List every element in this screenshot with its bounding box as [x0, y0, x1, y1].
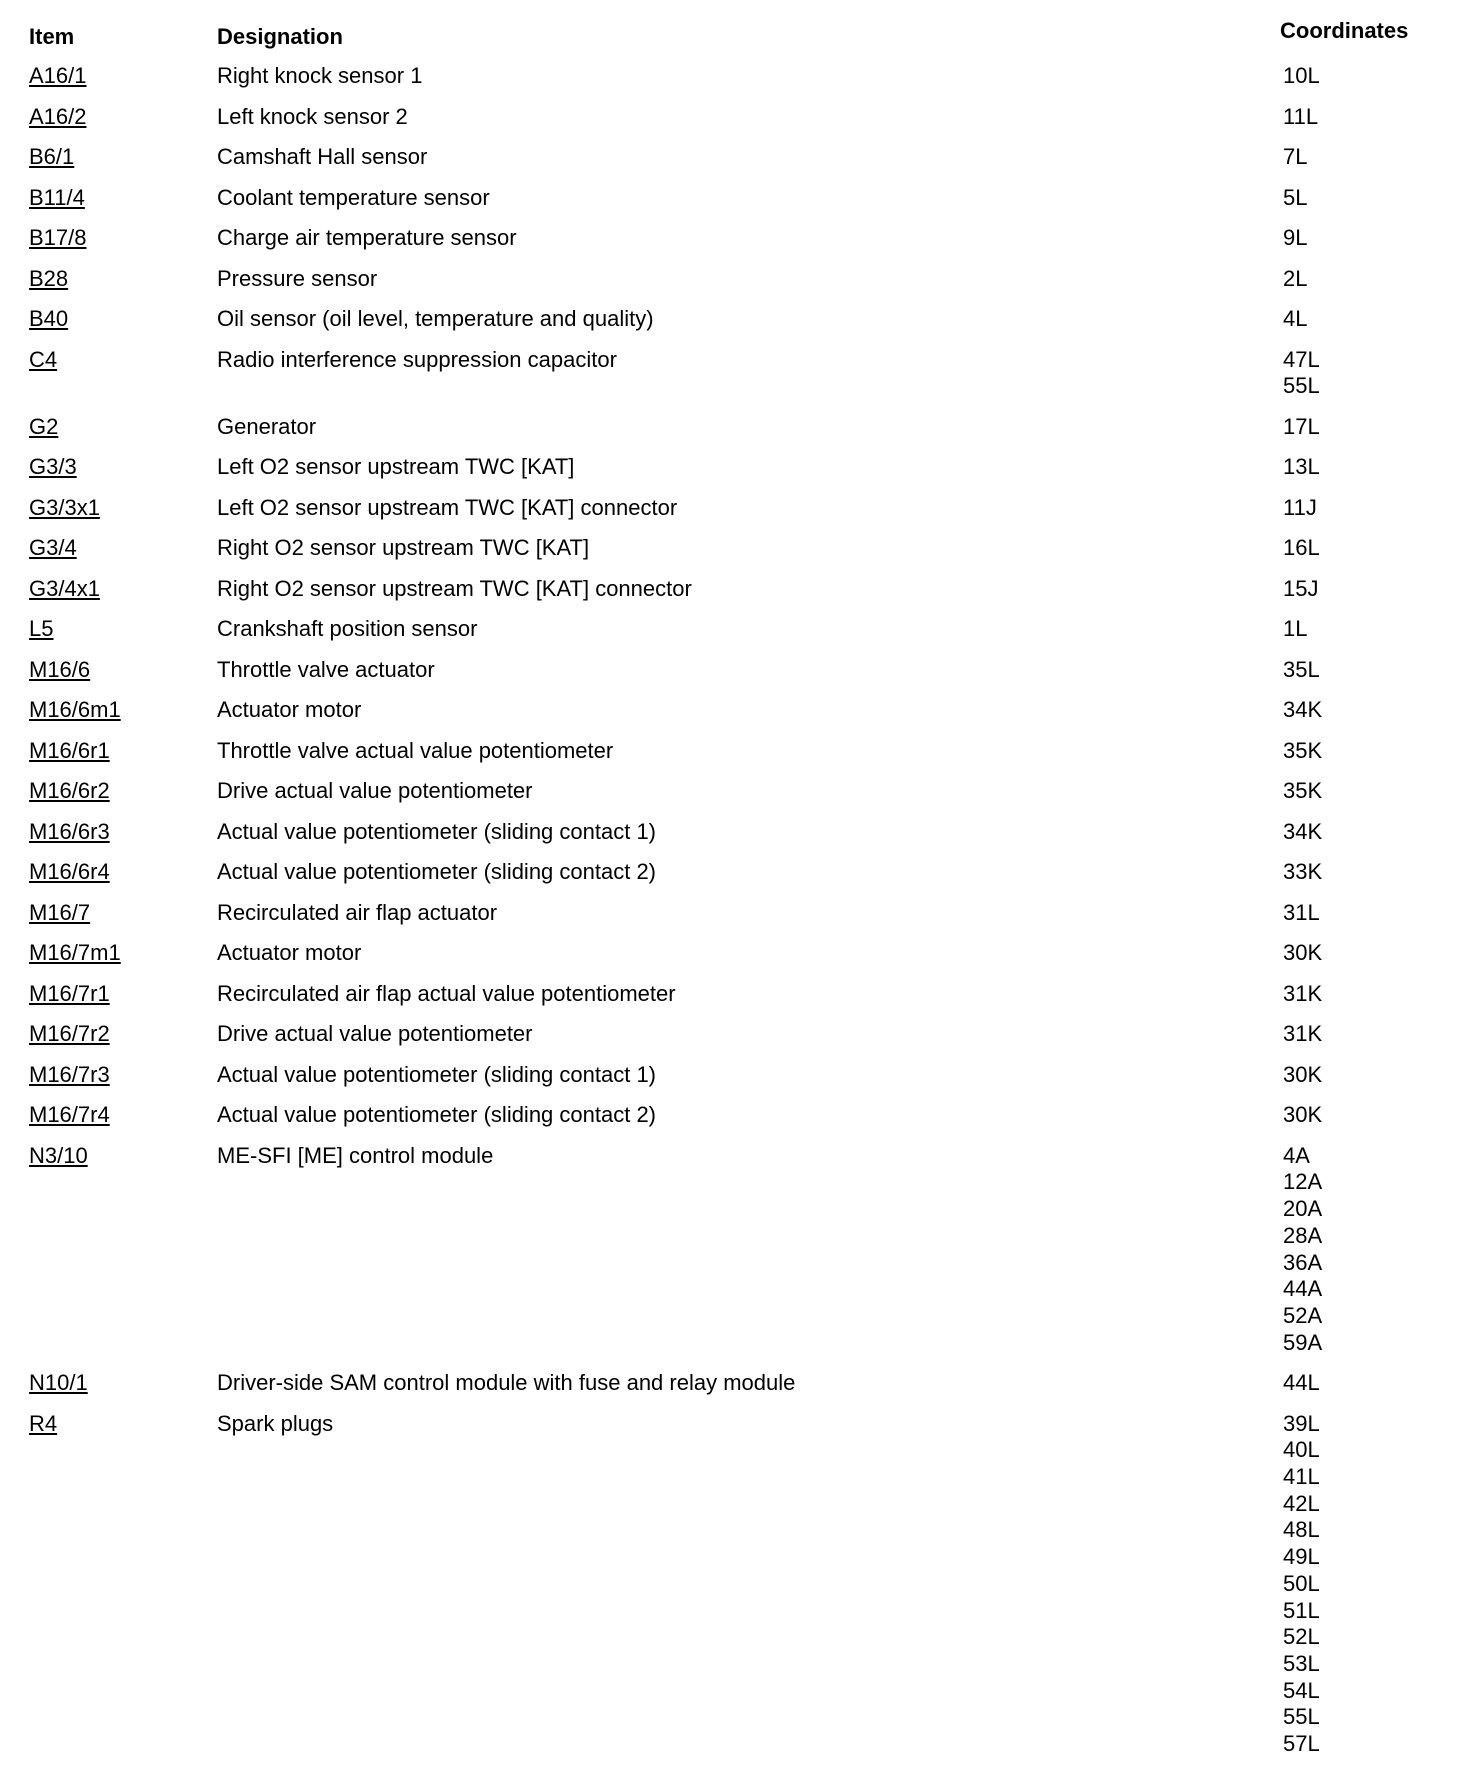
item-link[interactable]: A16/2 — [29, 103, 87, 129]
coordinates-cell — [1283, 63, 1320, 90]
coordinate-value: 44A — [1283, 1276, 1323, 1302]
coordinate-value: 2L — [1283, 265, 1308, 291]
coordinates-cell — [1283, 981, 1322, 1008]
coordinate-value: 49L — [1283, 1544, 1320, 1570]
designation-cell: Drive actual value potentiometer — [217, 778, 533, 804]
coordinate-value: 12A — [1283, 1169, 1323, 1195]
coordinate-value: 30K — [1283, 1102, 1323, 1128]
coordinate-value: 5L — [1283, 184, 1308, 210]
item-cell — [29, 495, 100, 522]
header-designation: Designation — [217, 24, 343, 49]
item-cell — [29, 1062, 110, 1089]
item-link[interactable]: B17/8 — [29, 225, 87, 250]
item-cell — [29, 1143, 88, 1170]
item-link[interactable]: G3/3 — [29, 454, 77, 480]
coordinate-value: 16L — [1283, 535, 1320, 561]
table-row — [0, 495, 1472, 522]
item-link[interactable]: C4 — [29, 346, 58, 372]
table-row — [0, 185, 1472, 212]
coordinates-cell — [1283, 185, 1307, 212]
item-cell — [29, 225, 87, 252]
coordinates-cell — [1283, 1102, 1322, 1129]
designation-cell: Spark plugs — [217, 1410, 334, 1436]
table-row — [0, 859, 1472, 886]
table-row — [0, 940, 1472, 967]
item-link[interactable]: G3/4x1 — [29, 575, 100, 601]
item-link[interactable]: M16/6m1 — [29, 697, 121, 723]
coordinate-value: 59A — [1283, 1329, 1323, 1355]
item-cell — [29, 697, 121, 724]
coordinate-value: 47L — [1283, 346, 1320, 372]
coordinates-cell — [1283, 535, 1320, 562]
item-link[interactable]: M16/6r1 — [29, 737, 110, 763]
designation-cell: Throttle valve actuator — [217, 656, 435, 682]
table-row — [0, 306, 1472, 333]
coordinates-cell — [1283, 347, 1320, 400]
table-row — [0, 1021, 1472, 1048]
designation-cell: Drive actual value potentiometer — [217, 1021, 533, 1047]
coordinate-value: 4A — [1283, 1142, 1310, 1168]
item-link[interactable]: M16/6r2 — [29, 778, 110, 804]
coordinates-cell — [1283, 616, 1307, 643]
coordinate-value: 28A — [1283, 1222, 1323, 1248]
item-link[interactable]: M16/7r3 — [29, 1061, 110, 1087]
designation-cell: Left O2 sensor upstream TWC [KAT] connector — [217, 494, 678, 520]
designation-cell: Actual value potentiometer (sliding contact 1) — [217, 818, 657, 844]
designation-cell: Left knock sensor 2 — [217, 103, 408, 129]
coordinate-value: 34K — [1283, 697, 1323, 723]
item-cell — [29, 454, 77, 481]
designation-cell: Recirculated air flap actuator — [217, 899, 498, 925]
item-cell — [29, 306, 68, 333]
item-cell — [29, 981, 110, 1008]
coordinate-value: 48L — [1283, 1517, 1320, 1543]
coordinate-value: 30K — [1283, 940, 1323, 966]
item-cell — [29, 266, 68, 293]
coordinate-value: 17L — [1283, 413, 1320, 439]
coordinates-cell — [1283, 778, 1322, 805]
coordinate-value: 1L — [1283, 616, 1308, 642]
coordinate-value: 52A — [1283, 1302, 1323, 1328]
item-cell — [29, 63, 87, 90]
coordinates-cell — [1283, 225, 1307, 252]
coordinates-cell — [1283, 738, 1322, 765]
coordinate-value: 31K — [1283, 980, 1323, 1006]
designation-cell: Pressure sensor — [217, 265, 378, 291]
item-cell — [29, 1021, 110, 1048]
table-row — [0, 981, 1472, 1008]
item-cell — [29, 819, 110, 846]
coordinates-cell — [1283, 1143, 1322, 1357]
designation-cell: Actuator motor — [217, 697, 362, 723]
table-row — [0, 900, 1472, 927]
coordinate-value: 39L — [1283, 1410, 1320, 1436]
table-row — [0, 697, 1472, 724]
designation-cell: Right knock sensor 1 — [217, 63, 423, 88]
item-cell — [29, 576, 100, 603]
designation-cell: Radio interference suppression capacitor — [217, 346, 617, 372]
item-link[interactable]: B28 — [29, 265, 69, 291]
coordinate-value: 50L — [1283, 1570, 1320, 1596]
coordinates-cell — [1283, 1411, 1320, 1758]
designation-cell: Actual value potentiometer (sliding contact 2) — [217, 1102, 657, 1128]
item-cell — [29, 1370, 88, 1397]
coordinate-value: 40L — [1283, 1437, 1320, 1463]
table-row — [0, 657, 1472, 684]
table-row — [0, 266, 1472, 293]
designation-cell: Charge air temperature sensor — [217, 225, 517, 250]
item-cell — [29, 1411, 57, 1438]
item-link[interactable]: M16/7r1 — [29, 980, 110, 1006]
coordinate-value: 31K — [1283, 1021, 1323, 1047]
item-link[interactable]: N10/1 — [29, 1370, 88, 1396]
table-row — [0, 535, 1472, 562]
table-row — [0, 778, 1472, 805]
designation-cell: Oil sensor (oil level, temperature and quality) — [217, 306, 654, 331]
item-cell — [29, 185, 85, 212]
coordinate-value: 55L — [1283, 1704, 1320, 1730]
item-link[interactable]: B6/1 — [29, 144, 75, 169]
coordinate-value: 52L — [1283, 1624, 1320, 1650]
designation-cell: Actual value potentiometer (sliding contact 2) — [217, 859, 657, 885]
designation-cell: Actuator motor — [217, 940, 362, 966]
designation-cell: Coolant temperature sensor — [217, 184, 490, 210]
designation-cell: ME-SFI [ME] control module — [217, 1142, 494, 1168]
item-cell — [29, 940, 121, 967]
coordinate-value: 20A — [1283, 1196, 1323, 1222]
table-row — [0, 1102, 1472, 1129]
item-link[interactable]: M16/6 — [29, 656, 91, 682]
coordinates-cell — [1283, 940, 1322, 967]
coordinate-value: 7L — [1283, 144, 1308, 169]
table-row — [0, 819, 1472, 846]
table-row — [0, 1411, 1472, 1758]
table-row — [0, 104, 1472, 131]
item-link[interactable]: R4 — [29, 1410, 58, 1436]
coordinates-cell — [1283, 819, 1322, 846]
item-link[interactable]: M16/7m1 — [29, 940, 121, 966]
item-link[interactable]: B11/4 — [29, 184, 85, 210]
coordinates-cell — [1283, 414, 1320, 441]
coordinates-cell — [1283, 454, 1320, 481]
coordinate-value: 30K — [1283, 1061, 1323, 1087]
table-row — [0, 347, 1472, 400]
coordinates-cell — [1283, 306, 1307, 333]
table-row — [0, 225, 1472, 252]
table-row — [0, 454, 1472, 481]
table-row — [0, 738, 1472, 765]
designation-cell: Actual value potentiometer (sliding contact 1) — [217, 1061, 657, 1087]
table-row — [0, 414, 1472, 441]
coordinates-cell — [1283, 900, 1320, 927]
coordinate-value: 31L — [1283, 899, 1320, 925]
item-link[interactable]: B40 — [29, 306, 69, 331]
item-cell — [29, 616, 53, 643]
coordinates-cell — [1283, 1021, 1322, 1048]
coordinate-value: 33K — [1283, 859, 1323, 885]
item-link[interactable]: G2 — [29, 413, 59, 439]
table-row — [0, 1062, 1472, 1089]
designation-cell: Right O2 sensor upstream TWC [KAT] connector — [217, 575, 692, 601]
item-cell — [29, 104, 87, 131]
designation-cell: Right O2 sensor upstream TWC [KAT] — [217, 535, 590, 561]
designation-cell: Left O2 sensor upstream TWC [KAT] — [217, 454, 575, 480]
coordinate-value: 57L — [1283, 1731, 1320, 1757]
item-cell — [29, 778, 110, 805]
item-cell — [29, 144, 74, 171]
coordinate-value: 15J — [1283, 575, 1319, 601]
designation-cell: Generator — [217, 413, 317, 439]
designation-cell: Crankshaft position sensor — [217, 616, 478, 642]
coordinates-cell — [1283, 859, 1322, 886]
coordinates-cell — [1283, 697, 1322, 724]
table-row — [0, 616, 1472, 643]
item-link[interactable]: N3/10 — [29, 1142, 88, 1168]
table-row — [0, 63, 1472, 90]
coordinate-value: 53L — [1283, 1650, 1320, 1676]
designation-cell: Throttle valve actual value potentiometer — [217, 737, 614, 763]
coordinate-value: 54L — [1283, 1677, 1320, 1703]
item-link[interactable]: G3/3x1 — [29, 494, 100, 520]
designation-cell: Camshaft Hall sensor — [217, 144, 428, 169]
item-link[interactable]: G3/4 — [29, 535, 77, 561]
item-link[interactable]: M16/7 — [29, 899, 91, 925]
item-cell — [29, 535, 77, 562]
item-link[interactable]: M16/7r2 — [29, 1021, 110, 1047]
header-coordinates: Coordinates — [1280, 18, 1409, 43]
item-cell — [29, 1102, 110, 1129]
item-link[interactable]: M16/6r3 — [29, 818, 110, 844]
coordinates-cell — [1283, 657, 1320, 684]
coordinate-value: 10L — [1283, 63, 1320, 88]
coordinate-value: 35K — [1283, 737, 1323, 763]
coordinate-value: 44L — [1283, 1370, 1320, 1396]
coordinate-value: 13L — [1283, 454, 1320, 480]
designation-cell: Driver-side SAM control module with fuse and relay module — [217, 1370, 796, 1396]
coordinates-cell — [1283, 1370, 1320, 1397]
coordinate-value: 4L — [1283, 306, 1308, 331]
coordinate-value: 41L — [1283, 1464, 1320, 1489]
coordinate-value: 55L — [1283, 373, 1320, 399]
coordinate-value: 42L — [1283, 1490, 1320, 1516]
coordinates-cell — [1283, 1062, 1322, 1089]
coordinate-value: 9L — [1283, 225, 1308, 250]
coordinate-value: 11L — [1283, 103, 1319, 129]
item-link[interactable]: M16/6r4 — [29, 859, 110, 885]
table-row — [0, 1143, 1472, 1357]
coordinates-cell — [1283, 576, 1318, 603]
coordinate-value: 36A — [1283, 1249, 1323, 1275]
coordinates-cell — [1283, 266, 1307, 293]
item-cell — [29, 414, 58, 441]
coordinates-cell — [1283, 495, 1317, 522]
table-row — [0, 1370, 1472, 1397]
coordinate-value: 35L — [1283, 656, 1320, 682]
item-link[interactable]: M16/7r4 — [29, 1102, 110, 1128]
coordinate-value: 51L — [1283, 1597, 1320, 1623]
table-row — [0, 576, 1472, 603]
item-cell — [29, 900, 90, 927]
item-cell — [29, 657, 90, 684]
item-link[interactable]: L5 — [29, 616, 54, 642]
coordinate-value: 11J — [1283, 494, 1317, 520]
table-row — [0, 144, 1472, 171]
coordinates-cell — [1283, 144, 1307, 171]
item-link[interactable]: A16/1 — [29, 63, 87, 88]
item-cell — [29, 859, 110, 886]
coordinate-value: 35K — [1283, 778, 1323, 804]
designation-cell: Recirculated air flap actual value potentiometer — [217, 980, 676, 1006]
item-cell — [29, 347, 57, 374]
coordinates-cell — [1283, 104, 1318, 131]
coordinate-value: 34K — [1283, 818, 1323, 844]
header-item: Item — [29, 24, 75, 49]
item-cell — [29, 738, 110, 765]
